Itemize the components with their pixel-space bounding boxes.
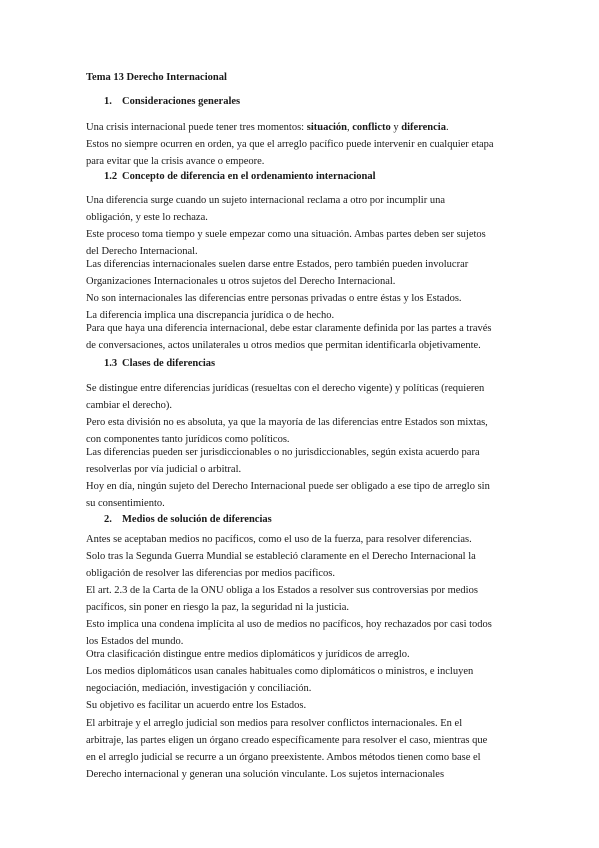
paragraph-diferencia-surge: Una diferencia surge cuando un sujeto internacional reclama a otro por incumplir una obligación, y este lo rechaza. Este proceso toma tiempo y suele empezar como una situación. Ambas partes deben ser sujetos del Derecho Internacional. <box>86 195 486 257</box>
paragraph-carta-onu: El art. 2.3 de la Carta de la ONU obliga a los Estados a resolver sus controversias por medios pacíficos, sin poner en riesgo la paz, la seguridad ni la justicia. Esto implica una condena implícita al uso de medios no pacíficos, hoy rechazados por casi todos los Estados del mundo. <box>86 585 492 647</box>
paragraph-arbitraje: El arbitraje y el arreglo judicial son medios para resolver conflictos internacionales. En el arbitraje, las partes eligen un órgano creado específicamente para resolver el caso, mientras que en el arreglo judicial se recurre a un órgano preexistente. Ambos métodos tienen como base el Derecho internacional y generan una solución vinculante. Los sujetos internacionales <box>86 718 488 780</box>
paragraph-juridicas-politicas: Se distingue entre diferencias jurídicas (resueltas con el derecho vigente) y políticas (requieren cambiar el derecho). Pero esta división no es absoluta, ya que la mayoría de las diferencias entre Estados son mixtas, con componentes tanto jurídicos como políticos. <box>86 383 488 445</box>
line: Estos no siempre ocurren en orden, ya que el arreglo pacífico puede intervenir en cualquier etapa <box>86 139 494 150</box>
line: Una crisis internacional puede tener tres momentos: situación, conflicto y diferencia. <box>86 122 449 133</box>
paragraph-medios-no-pacificos: Antes se aceptaban medios no pacíficos, como el uso de la fuerza, para resolver diferencias. Solo tras la Segunda Guerra Mundial se estableció claramente en el Derecho Internacional la obligación de resolver las diferencias por medios pacíficos. <box>86 534 476 579</box>
paragraph-crisis <box>86 119 526 170</box>
paragraph-jurisdiccionables: Las diferencias pueden ser jurisdiccionables o no jurisdiccionables, según exista acuerdo para resolverlas por vía judicial o arbitral. Hoy en día, ningún sujeto del Derecho Internacional puede ser obligado a ese tipo de arreglo sin su consentimiento. <box>86 447 490 509</box>
heading-concepto-diferencia: 1.2 Concepto de diferencia en el ordenamiento internacional <box>104 171 376 182</box>
line: para evitar que la crisis avance o empeore. <box>86 156 265 167</box>
heading-clases-diferencias: 1.3 Clases de diferencias <box>104 358 216 369</box>
heading-consideraciones-generales: 1. Consideraciones generales <box>104 96 241 107</box>
paragraph-definida-partes: Para que haya una diferencia internacional, debe estar claramente definida por las partes a través de conversaciones, actos unilaterales u otros medios que permitan identificarla objetivamente. <box>86 323 492 351</box>
heading-medios-solucion: 2. Medios de solución de diferencias <box>104 514 272 525</box>
paragraph-diferencias-internacionales: Las diferencias internacionales suelen darse entre Estados, pero también pueden involucrar Organizaciones Internacionales u otros sujetos del Derecho Internacional. No son internacionales las diferencias entre personas privadas o entre éstas y los Estados. La diferencia implica una discrepancia jurídica o de hecho. <box>86 259 469 321</box>
paragraph-medios-diplomaticos: Otra clasificación distingue entre medios diplomáticos y jurídicos de arreglo. Los medios diplomáticos usan canales habituales como diplomáticos o ministros, e incluyen negociación, mediación, investigación y conciliación. Su objetivo es facilitar un acuerdo entre los Estados. <box>86 649 474 711</box>
document-title: Tema 13 Derecho Internacional <box>86 72 227 83</box>
